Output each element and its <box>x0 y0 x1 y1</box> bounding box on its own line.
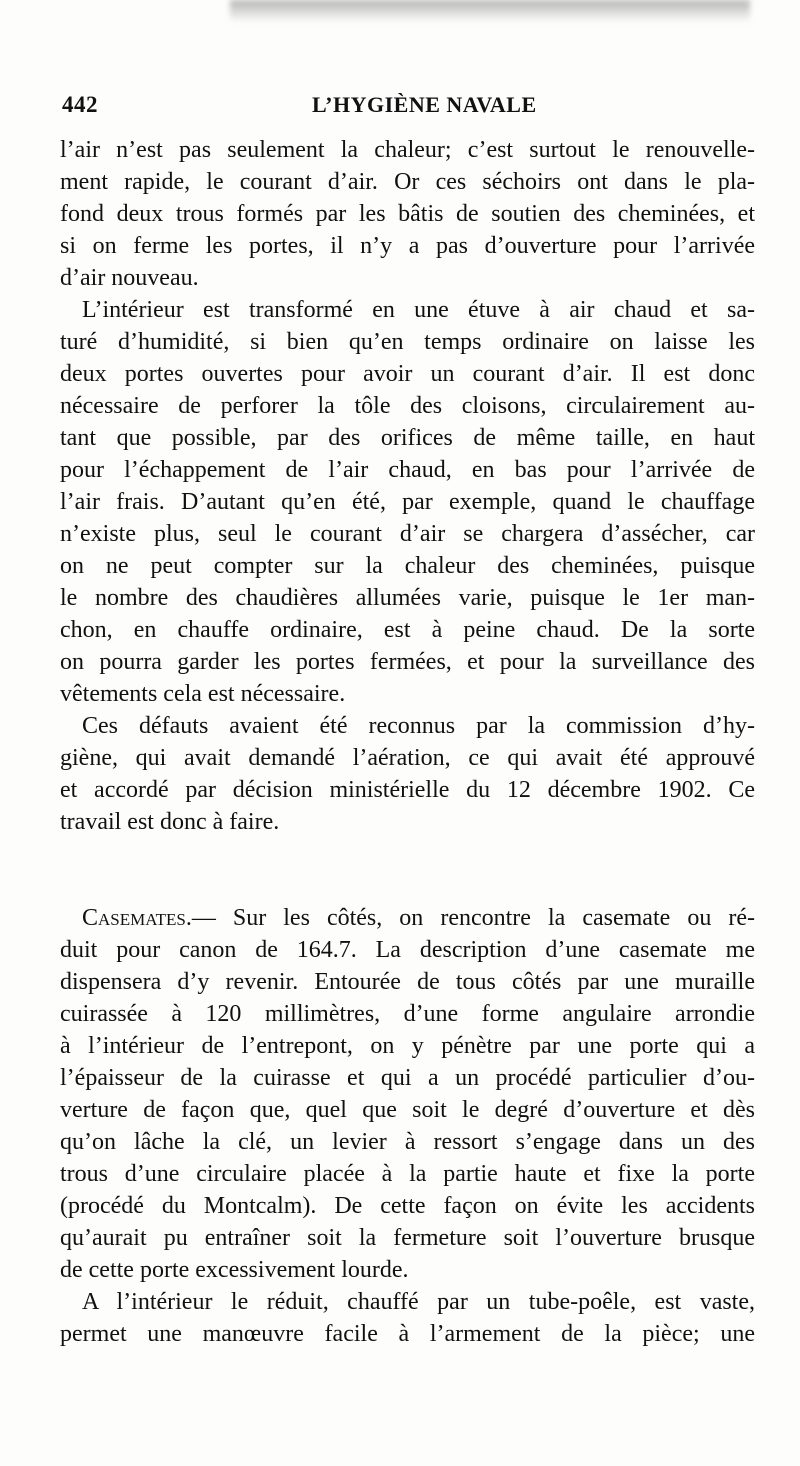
text-line: on pourra garder les portes fermées, et pour la surveillance des <box>60 649 755 675</box>
text-line: tant que possible, par des orifices de même taille, en haut <box>60 425 755 451</box>
text-line: fond deux trous formés par les bâtis de soutien des cheminées, et <box>60 201 755 227</box>
text-line: turé d’humidité, si bien qu’en temps ordinaire on laisse les <box>60 329 755 355</box>
page-header <box>62 92 752 128</box>
text-line: l’épaisseur de la cuirasse et qui a un procédé particulier d’ou- <box>60 1065 755 1091</box>
text-line: de cette porte excessivement lourde. <box>60 1257 409 1283</box>
text-line: chon, en chauffe ordinaire, est à peine chaud. De la sorte <box>60 617 755 643</box>
text-line: n’existe plus, seul le courant d’air se chargera d’assécher, car <box>60 521 755 547</box>
text-line: pour l’échappement de l’air chaud, en bas pour l’arrivée de <box>60 457 755 483</box>
text-line: l’air frais. D’autant qu’en été, par exemple, quand le chauffage <box>60 489 755 515</box>
text-line: qu’aurait pu entraîner soit la fermeture soit l’ouverture brusque <box>60 1225 755 1251</box>
text-line: Ces défauts avaient été reconnus par la commission d’hy- <box>82 713 755 739</box>
text-line: on ne peut compter sur la chaleur des cheminées, puisque <box>60 553 755 579</box>
text-line: verture de façon que, quel que soit le degré d’ouverture et dès <box>60 1097 755 1123</box>
text-line: cuirassée à 120 millimètres, d’une forme angulaire arrondie <box>60 1001 755 1027</box>
running-head: L’HYGIÈNE NAVALE <box>312 92 537 117</box>
text-line <box>60 902 755 934</box>
text-line: L’intérieur est transformé en une étuve à air chaud et sa- <box>82 297 755 323</box>
scan-smudge <box>230 0 750 22</box>
text-block-upper <box>60 134 755 838</box>
text-line: travail est donc à faire. <box>60 809 280 835</box>
text-line: trous d’une circulaire placée à la partie haute et fixe la porte <box>60 1161 755 1187</box>
text-line: permet une manœuvre facile à l’armement de la pièce; une <box>60 1321 755 1347</box>
page-number: 442 <box>62 92 98 117</box>
section-lead: Casemates. <box>82 905 192 931</box>
text-line: (procédé du Montcalm). De cette façon on évite les accidents <box>60 1193 755 1219</box>
text-line: si on ferme les portes, il n’y a pas d’ouverture pour l’arrivée <box>60 233 755 259</box>
text-block-lower <box>60 902 755 1350</box>
text-line: qu’on lâche la clé, un levier à ressort s’engage dans un des <box>60 1129 755 1155</box>
text-line: A l’intérieur le réduit, chauffé par un tube-poêle, est vaste, <box>82 1289 755 1315</box>
text-line: l’air n’est pas seulement la chaleur; c’est surtout le renouvelle- <box>60 137 755 163</box>
text-line: vêtements cela est nécessaire. <box>60 681 346 707</box>
text-line: le nombre des chaudières allumées varie, puisque le 1er man- <box>60 585 755 611</box>
text-line-rest: — Sur les côtés, on rencontre la casemate ou ré- <box>191 905 755 931</box>
text-line: d’air nouveau. <box>60 265 199 291</box>
text-line: et accordé par décision ministérielle du 12 décembre 1902. Ce <box>60 777 755 803</box>
text-line: nécessaire de perforer la tôle des cloisons, circulairement au- <box>60 393 755 419</box>
text-line: à l’intérieur de l’entrepont, on y pénètre par une porte qui a <box>60 1033 755 1059</box>
text-line: dispensera d’y revenir. Entourée de tous côtés par une muraille <box>60 969 755 995</box>
text-line: duit pour canon de 164.7. La description d’une casemate me <box>60 937 755 963</box>
text-line: ment rapide, le courant d’air. Or ces séchoirs ont dans le pla- <box>60 169 755 195</box>
text-line: deux portes ouvertes pour avoir un courant d’air. Il est donc <box>60 361 755 387</box>
text-line: giène, qui avait demandé l’aération, ce qui avait été approuvé <box>60 745 755 771</box>
